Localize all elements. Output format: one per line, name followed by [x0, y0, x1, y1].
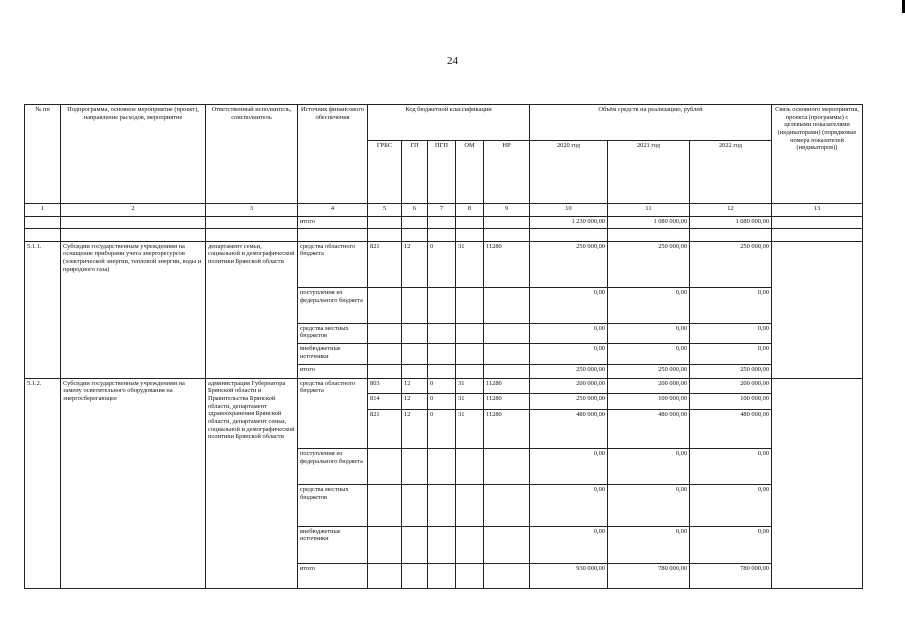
top-total-row	[25, 216, 863, 228]
amount-2021: 0,00	[608, 323, 690, 344]
header-volume: Объём средств на реализацию, рублей	[530, 105, 772, 141]
col-number: 8	[456, 204, 484, 216]
amount-2021: 0,00	[608, 485, 690, 526]
amount-2020: 1 230 000,00	[530, 216, 608, 228]
item-executor: администрация Губернатора Брянской области и Правительства Брянской области, департамент здравоохранения Брянской области, департамент семьи, социальной и демографической политики Брянской области	[206, 378, 298, 588]
budget-table	[24, 104, 863, 589]
col-number: 5	[368, 204, 402, 216]
header-link: Связь основного мероприятия, проекта (программы) с целевыми показателями (индикаторами) (порядковые номера показателей (индикаторов))	[772, 105, 863, 204]
funding-source: внебюджетные источники	[298, 344, 368, 365]
code-gp: 12	[402, 394, 428, 410]
amount-2022: 200 000,00	[690, 378, 772, 394]
item-executor: департамент семьи, социальной и демографической политики Брянской области	[206, 241, 298, 378]
funding-source: поступления из федерального бюджета	[298, 288, 368, 323]
amount-2022: 0,00	[690, 288, 772, 323]
funding-source: поступления из федерального бюджета	[298, 448, 368, 484]
amount-2022: 250 000,00	[690, 365, 772, 378]
amount-2021: 250 000,00	[608, 365, 690, 378]
header-gp: ГП	[402, 141, 428, 204]
amount-2022: 0,00	[690, 526, 772, 563]
amount-2021: 0,00	[608, 526, 690, 563]
total-label: итого	[298, 563, 368, 588]
funding-source: внебюджетные источники	[298, 526, 368, 563]
code-grbs: 803	[368, 378, 402, 394]
header-2020: 2020 год	[530, 141, 608, 204]
item-number: 5.1.1.	[25, 241, 61, 378]
funding-source: средства областного бюджета	[298, 241, 368, 288]
amount-2021: 0,00	[608, 448, 690, 484]
col-number: 2	[61, 204, 206, 216]
indicator-link	[772, 378, 863, 588]
col-number: 10	[530, 204, 608, 216]
item-number: 5.1.2.	[25, 378, 61, 588]
header-executor: Ответственный исполнитель, соисполнитель	[206, 105, 298, 204]
amount-2021: 780 000,00	[608, 563, 690, 588]
amount-2021: 480 000,00	[608, 409, 690, 448]
item-name: Субсидии государственным учреждениям на замену осветительного оборудования на энергосберегающее	[61, 378, 206, 588]
amount-2020: 0,00	[530, 323, 608, 344]
item-row	[25, 378, 863, 394]
funding-source: средства местных бюджетов	[298, 485, 368, 526]
amount-2022: 780 000,00	[690, 563, 772, 588]
amount-2021: 250 000,00	[608, 241, 690, 288]
header-om: ОМ	[456, 141, 484, 204]
amount-2020: 0,00	[530, 485, 608, 526]
code-nr: 11280	[484, 241, 530, 288]
amount-2020: 480 000,00	[530, 409, 608, 448]
code-pgp: 0	[428, 394, 456, 410]
code-nr: 11280	[484, 378, 530, 394]
code-grbs: 821	[368, 409, 402, 448]
code-gp: 12	[402, 241, 428, 288]
amount-2022: 1 080 000,00	[690, 216, 772, 228]
amount-2020: 0,00	[530, 448, 608, 484]
indicator-link	[772, 241, 863, 378]
code-om: 31	[456, 241, 484, 288]
col-number: 11	[608, 204, 690, 216]
amount-2021: 1 080 000,00	[608, 216, 690, 228]
item-row	[25, 241, 863, 288]
amount-2022: 480 000,00	[690, 409, 772, 448]
amount-2021: 0,00	[608, 344, 690, 365]
header-2022: 2022 год	[690, 141, 772, 204]
amount-2022: 0,00	[690, 323, 772, 344]
amount-2020: 930 000,00	[530, 563, 608, 588]
code-grbs: 814	[368, 394, 402, 410]
amount-2020: 0,00	[530, 344, 608, 365]
col-number: 1	[25, 204, 61, 216]
total-label: итого	[298, 216, 368, 228]
amount-2021: 200 000,00	[608, 378, 690, 394]
header-pgp: ПГП	[428, 141, 456, 204]
col-number: 9	[484, 204, 530, 216]
column-number-row	[25, 204, 863, 216]
amount-2022: 250 000,00	[690, 241, 772, 288]
header-name: Подпрограмма, основное мероприятие (проект), направление расходов, мероприятие	[61, 105, 206, 204]
header-kbk: Код бюджетной классификации	[368, 105, 530, 141]
code-grbs: 821	[368, 241, 402, 288]
amount-2020: 250 000,00	[530, 241, 608, 288]
amount-2022: 0,00	[690, 485, 772, 526]
header-source: Источник финансового обеспечения	[298, 105, 368, 204]
header-grbs: ГРБС	[368, 141, 402, 204]
col-number: 3	[206, 204, 298, 216]
amount-2022: 100 000,00	[690, 394, 772, 410]
col-number: 12	[690, 204, 772, 216]
amount-2020: 250 000,00	[530, 365, 608, 378]
header-num: № пп	[25, 105, 61, 204]
spacer-row	[25, 229, 863, 241]
amount-2021: 100 000,00	[608, 394, 690, 410]
col-number: 4	[298, 204, 368, 216]
code-om: 31	[456, 394, 484, 410]
code-om: 31	[456, 378, 484, 394]
funding-source: средства областного бюджета	[298, 378, 368, 448]
amount-2022: 0,00	[690, 344, 772, 365]
amount-2021: 0,00	[608, 288, 690, 323]
amount-2020: 0,00	[530, 526, 608, 563]
total-label: итого	[298, 365, 368, 378]
code-nr: 11280	[484, 394, 530, 410]
code-gp: 12	[402, 409, 428, 448]
amount-2020: 0,00	[530, 288, 608, 323]
amount-2022: 0,00	[690, 448, 772, 484]
code-pgp: 0	[428, 378, 456, 394]
code-nr: 11280	[484, 409, 530, 448]
funding-source: средства местных бюджетов	[298, 323, 368, 344]
amount-2020: 200 000,00	[530, 378, 608, 394]
amount-2020: 250 000,00	[530, 394, 608, 410]
col-number: 13	[772, 204, 863, 216]
code-gp: 12	[402, 378, 428, 394]
item-name: Субсидии государственным учреждениям на оснащение приборами учета энергоресурсов (электрической энергии, тепловой энергии, воды и природного газа)	[61, 241, 206, 378]
page-number: 24	[447, 55, 458, 67]
code-om: 31	[456, 409, 484, 448]
col-number: 6	[402, 204, 428, 216]
header-2021: 2021 год	[608, 141, 690, 204]
code-pgp: 0	[428, 241, 456, 288]
code-pgp: 0	[428, 409, 456, 448]
col-number: 7	[428, 204, 456, 216]
header-nr: НР	[484, 141, 530, 204]
